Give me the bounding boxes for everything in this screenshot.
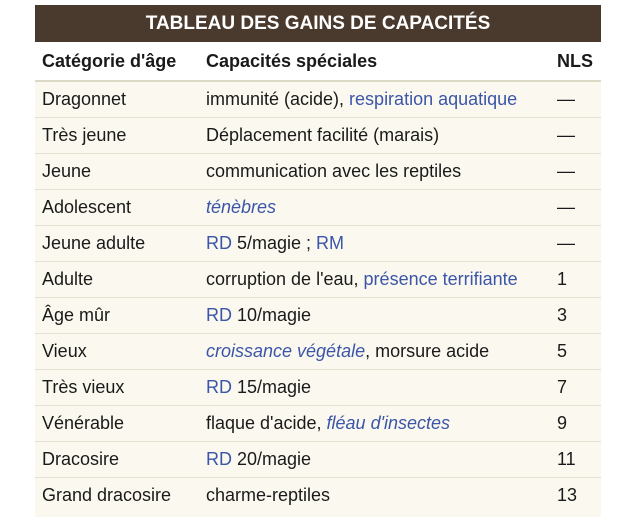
age-category-cell: Vénérable	[35, 406, 199, 442]
age-category-cell: Jeune	[35, 154, 199, 190]
ability-text: flaque d'acide,	[206, 413, 327, 433]
special-abilities-cell	[199, 406, 552, 442]
special-abilities-cell	[199, 118, 552, 154]
ability-link[interactable]: ténèbres	[206, 197, 277, 217]
ability-link[interactable]: respiration aquatique	[349, 89, 518, 109]
ability-link[interactable]: RD	[206, 233, 232, 253]
abilities-table	[35, 42, 601, 513]
nls-cell: 9	[552, 406, 601, 442]
ability-text: 15/magie	[232, 377, 312, 397]
ability-text: 20/magie	[232, 449, 312, 469]
nls-cell: 3	[552, 298, 601, 334]
nls-cell: —	[552, 190, 601, 226]
abilities-table-panel	[35, 5, 601, 517]
ability-link[interactable]: croissance végétale	[206, 341, 366, 361]
ability-text: communication avec les reptiles	[206, 161, 462, 181]
nls-cell: 1	[552, 262, 601, 298]
table-row	[35, 334, 601, 370]
ability-link[interactable]: RD	[206, 377, 232, 397]
nls-cell: —	[552, 154, 601, 190]
nls-cell: —	[552, 118, 601, 154]
ability-link[interactable]: RD	[206, 449, 232, 469]
table-row	[35, 154, 601, 190]
ability-link[interactable]: présence terrifiante	[363, 269, 518, 289]
nls-cell: 7	[552, 370, 601, 406]
table-row	[35, 478, 601, 514]
nls-cell: —	[552, 226, 601, 262]
ability-text: Déplacement facilité (marais)	[206, 125, 440, 145]
special-abilities-cell	[199, 442, 552, 478]
age-category-cell: Très vieux	[35, 370, 199, 406]
special-abilities-cell	[199, 262, 552, 298]
ability-text: immunité (acide),	[206, 89, 350, 109]
table-row	[35, 298, 601, 334]
special-abilities-cell	[199, 81, 552, 118]
ability-text: 5/magie ;	[232, 233, 317, 253]
special-abilities-cell	[199, 226, 552, 262]
special-abilities-cell	[199, 190, 552, 226]
special-abilities-cell	[199, 154, 552, 190]
header-nls: NLS	[552, 42, 601, 81]
table-row	[35, 442, 601, 478]
age-category-cell: Adolescent	[35, 190, 199, 226]
age-category-cell: Dracosire	[35, 442, 199, 478]
table-row	[35, 118, 601, 154]
table-body	[35, 81, 601, 513]
special-abilities-cell	[199, 298, 552, 334]
table-title: TABLEAU DES GAINS DE CAPACITÉS	[35, 5, 601, 42]
age-category-cell: Adulte	[35, 262, 199, 298]
ability-text: 10/magie	[232, 305, 312, 325]
nls-cell: —	[552, 81, 601, 118]
table-row	[35, 370, 601, 406]
table-row	[35, 226, 601, 262]
table-row	[35, 406, 601, 442]
age-category-cell: Dragonnet	[35, 81, 199, 118]
nls-cell: 13	[557, 485, 578, 505]
table-row	[35, 262, 601, 298]
age-category-cell: Vieux	[35, 334, 199, 370]
ability-text: charme-reptiles	[206, 485, 331, 505]
special-abilities-cell	[199, 334, 552, 370]
ability-link[interactable]: RM	[316, 233, 345, 253]
table-row	[35, 81, 601, 118]
ability-link[interactable]: RD	[206, 305, 232, 325]
ability-text: , morsure acide	[365, 341, 490, 361]
header-age-category: Catégorie d'âge	[35, 42, 199, 81]
nls-cell: 5	[552, 334, 601, 370]
age-category-cell: Très jeune	[35, 118, 199, 154]
nls-cell: 11	[552, 442, 601, 478]
ability-link[interactable]: fléau d'insectes	[326, 413, 451, 433]
ability-text: corruption de l'eau,	[206, 269, 364, 289]
header-special-abilities: Capacités spéciales	[199, 42, 552, 81]
table-header-row	[35, 42, 601, 81]
table-row	[35, 190, 601, 226]
special-abilities-cell	[199, 370, 552, 406]
age-category-cell: Âge mûr	[35, 298, 199, 334]
age-category-cell: Grand dracosire	[42, 485, 172, 505]
age-category-cell: Jeune adulte	[35, 226, 199, 262]
special-abilities-cell	[199, 478, 552, 514]
